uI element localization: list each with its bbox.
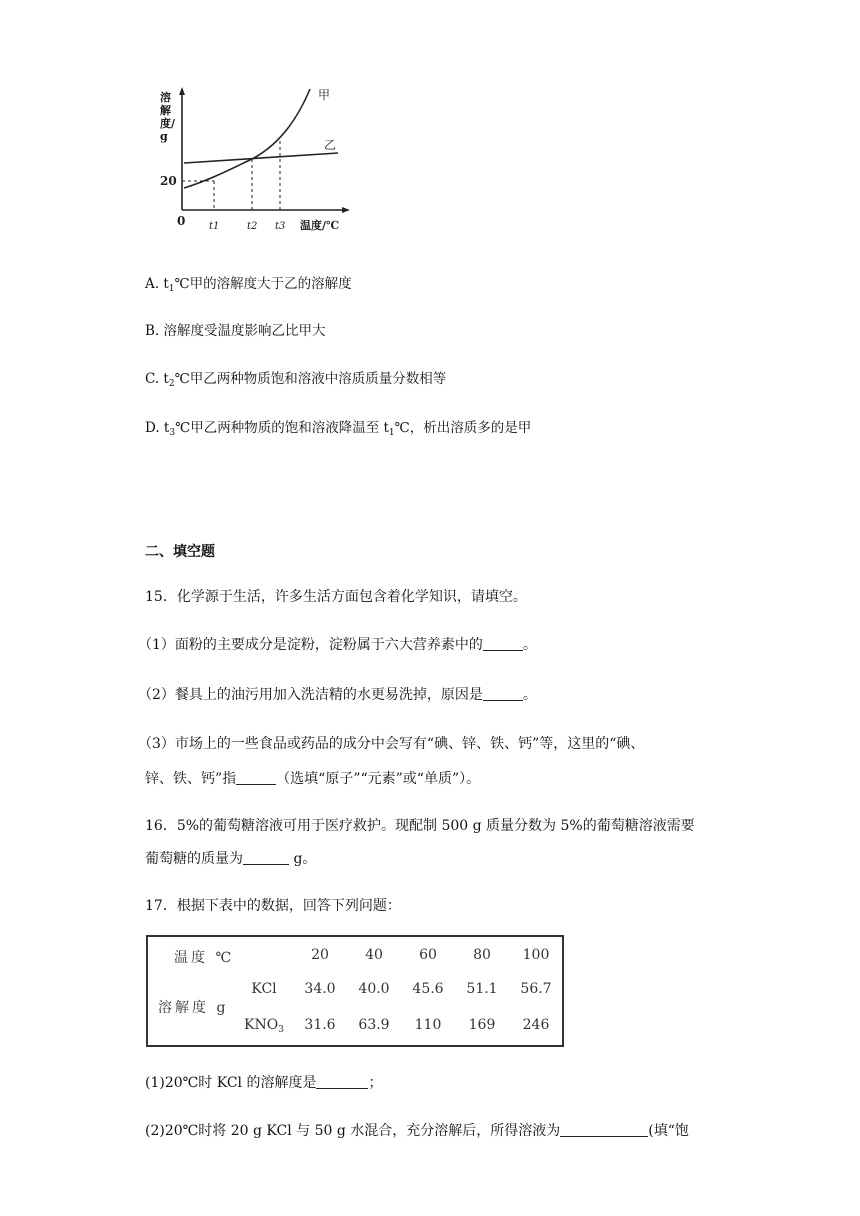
solubility-graph-svg	[150, 85, 370, 245]
option-a-sub: 1	[168, 284, 175, 294]
option-c-post: ℃甲乙两种物质饱和溶液中溶质质量分数相等	[174, 371, 447, 387]
q15-part1-pre: （1）面粉的主要成分是淀粉，淀粉属于六大营养素中的	[138, 637, 483, 653]
option-c-sub: 2	[168, 379, 175, 389]
q16-line2	[145, 849, 316, 869]
q17-part2-blank[interactable]	[560, 1122, 648, 1137]
option-d-sub2: 1	[388, 428, 395, 438]
q16-line1: 16．5%的葡萄糖溶液可用于医疗救护。现配制 500 g 质量分数为 5%的葡萄糖溶液需要	[145, 818, 695, 834]
q15-stem: 15．化学源于生活，许多生活方面包含着化学知识，请填空。	[145, 589, 527, 605]
table-kcl-40: 40.0	[358, 981, 390, 997]
option-d	[145, 418, 531, 443]
table-row-kno3-sub: 3	[278, 1025, 284, 1035]
q15-part2	[138, 685, 537, 705]
table-temp-100: 100	[522, 947, 550, 963]
q15-part1-blank[interactable]	[483, 636, 523, 651]
q15-part3-line2	[145, 769, 480, 789]
label-y20: 20	[160, 174, 177, 188]
label-yi: 乙	[324, 138, 337, 152]
q17-part1-blank[interactable]	[316, 1074, 368, 1089]
q16-line2-post: g。	[289, 851, 317, 867]
q16-blank[interactable]	[243, 850, 289, 865]
table-kno3-60: 110	[414, 1017, 442, 1033]
table-temp-label: 温度 ℃	[174, 950, 235, 966]
table-kno3-100: 246	[522, 1017, 550, 1033]
option-c-pre: C. t	[145, 371, 169, 387]
table-row-kcl-name: KCl	[251, 981, 277, 997]
q15-part2-pre: （2）餐具上的油污用加入洗洁精的水更易洗掉，原因是	[138, 687, 483, 703]
table-temp-80: 80	[473, 947, 491, 963]
solubility-graph	[150, 85, 370, 245]
q15-part3-blank[interactable]	[236, 770, 276, 785]
label-yaxis: 溶解度/g	[160, 91, 176, 143]
label-xaxis: 温度/℃	[300, 219, 340, 232]
option-a-post: ℃甲的溶解度大于乙的溶解度	[174, 276, 352, 292]
section-title: 二、填空题	[145, 544, 215, 560]
table-temp-40: 40	[365, 947, 383, 963]
option-d-sub: 3	[169, 428, 176, 438]
table-kcl-20: 34.0	[304, 981, 336, 997]
q15-part1-post: 。	[522, 637, 537, 653]
table-temp-20: 20	[311, 947, 329, 963]
label-t1: t1	[209, 221, 220, 232]
x-axis-arrow	[342, 207, 350, 213]
q15-part1	[138, 635, 537, 655]
q15-part3-line1: （3）市场上的一些食品或药品的成分中会写有“碘、锌、铁、钙”等，这里的“碘、	[138, 736, 645, 752]
table-row-kno3-name-text: KNO	[244, 1017, 279, 1033]
solubility-table	[146, 935, 564, 1047]
q17-part1-pre: (1)20℃时 KCl 的溶解度是	[145, 1075, 317, 1091]
q15-part3-line2-post: （选填“原子”“元素”或“单质”）。	[276, 771, 481, 787]
q16-line2-pre: 葡萄糖的质量为	[145, 851, 243, 867]
table-kno3-20: 31.6	[304, 1017, 336, 1033]
q17-part1-post: ；	[368, 1075, 383, 1091]
q17-part2-pre: (2)20℃时将 20 g KCl 与 50 g 水混合，充分溶解后，所得溶液为	[145, 1123, 561, 1139]
q15-part3-line2-pre: 锌、铁、钙”指	[145, 771, 237, 787]
option-c	[145, 369, 446, 394]
option-d-pre: D. t	[145, 420, 170, 436]
table-sol-label: 溶解度 g	[158, 1000, 229, 1016]
table-row-kno3-name	[238, 1017, 290, 1035]
option-b: B. 溶解度受温度影响乙比甲大	[145, 323, 326, 339]
q17-part1	[145, 1073, 382, 1093]
q15-part2-post: 。	[522, 687, 537, 703]
label-t3: t3	[275, 221, 286, 232]
option-a	[145, 274, 352, 299]
table-kcl-60: 45.6	[412, 981, 444, 997]
table-kno3-40: 63.9	[358, 1017, 390, 1033]
table-kcl-100: 56.7	[520, 981, 552, 997]
option-d-mid: ℃甲乙两种物质的饱和溶液降温至 t	[175, 420, 389, 436]
q17-stem: 17．根据下表中的数据，回答下列问题：	[145, 898, 401, 914]
curve-jia	[184, 89, 310, 188]
label-t2: t2	[247, 221, 258, 232]
table-kno3-80: 169	[468, 1017, 496, 1033]
y-axis-arrow	[179, 87, 185, 95]
q17-part2-post: (填“饱	[648, 1123, 689, 1139]
option-a-pre: A. t	[145, 276, 169, 292]
option-d-post: ℃，析出溶质多的是甲	[394, 420, 532, 436]
table-kcl-80: 51.1	[466, 981, 498, 997]
label-origin: 0	[177, 214, 186, 228]
q15-part2-blank[interactable]	[483, 686, 523, 701]
label-jia: 甲	[318, 88, 331, 102]
table-temp-60: 60	[419, 947, 437, 963]
q17-part2	[145, 1121, 689, 1141]
